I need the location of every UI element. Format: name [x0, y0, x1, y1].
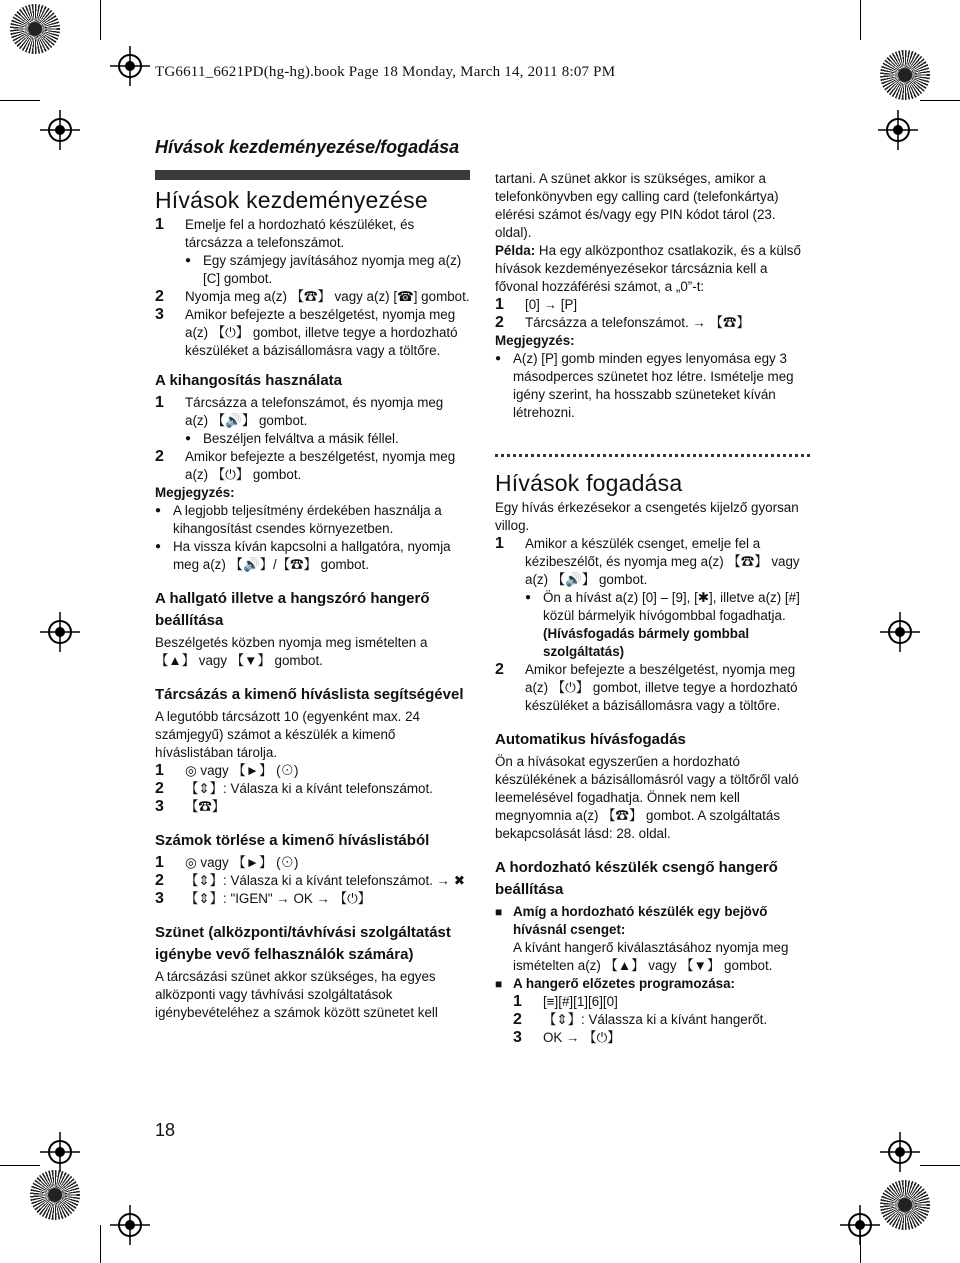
step: 1 [≡][#][1][6][0]	[513, 993, 618, 1010]
redial-text: A legutóbb tárcsázott 10 (egyenként max. 24 számjegyű) számot a készülék a kimenő híváslistában tárolja.	[155, 709, 421, 760]
section-title: Hívások kezdeményezése/fogadása	[155, 137, 460, 157]
note-item: ● A legjobb teljesítmény érdekében használja a kihangosítást csendes környezetben.	[155, 503, 442, 536]
crop-line	[920, 1165, 960, 1166]
step: 1 ◎ vagy 【►】 (⊙)	[155, 854, 299, 871]
ringer-item: ■ Amíg a hordozható készülék egy bejövő hívásnál csenget:	[495, 904, 768, 937]
bullet-item: ● Ön a hívást a(z) [0] – [9], [✱], illetve a(z) [#] közül bármelyik hívógombbal fogadhatja. (Hívásfogadás bármely gombbal szolgáltatás)	[525, 590, 800, 659]
heading-ringer-volume: A hordozható készülék csengő hangerő beállítása	[495, 859, 778, 898]
heading-redial: Tárcsázás a kimenő híváslista segítségével	[155, 686, 464, 703]
pause-text: A tárcsázási szünet akkor szükséges, ha egyes alközponti vagy távhívási szolgáltatások igénybevételéhez a számok között szünetet kell	[155, 969, 438, 1020]
steps-making-calls	[155, 216, 470, 360]
bullet-item: ● Beszéljen felváltva a másik féllel.	[185, 431, 399, 446]
color-rosette-icon	[30, 1170, 80, 1220]
ringer-text: A kívánt hangerő kiválasztásához nyomja meg ismételten a(z) 【▲】 vagy 【▼】 gombot.	[513, 940, 789, 973]
step: 2 【⇕】: Válasza ki a kívánt telefonszámot. → ✖	[155, 872, 465, 889]
registration-mark-icon	[40, 1132, 80, 1172]
step: 1 Emelje fel a hordozható készüléket, és tárcsázza a telefonszámot.	[155, 216, 415, 250]
crop-line	[0, 100, 40, 101]
registration-mark-icon	[840, 1205, 880, 1245]
heading-making-calls: Hívások kezdeményezése	[155, 187, 428, 213]
step: 1 Tárcsázza a telefonszámot, és nyomja meg a(z) 【🔊】 gombot.	[155, 394, 444, 428]
heading-pause: Szünet (alközponti/távhívási szolgáltatást igénybe vevő felhasználók számára)	[155, 924, 451, 963]
registration-mark-icon	[40, 110, 80, 150]
right-column	[495, 170, 810, 1047]
color-rosette-icon	[880, 50, 930, 100]
auto-answer-text: Ön a hívásokat egyszerűen a hordozható készülékének a bázisállomásról vagy a töltőről való leemelésével fogadhatja. Önnek nem kell megnyomnia a(z) 【☎】 gombot. A szolgáltatás bekapcsolását lásd: 28. oldal.	[495, 754, 799, 841]
registration-mark-icon	[880, 1132, 920, 1172]
pause-continued-text: tartani. A szünet akkor is szükséges, amikor a telefonkönyvben egy calling card (telefonkártya) elérési számot és/vagy egy PIN kódot tárol (23. oldal).	[495, 171, 779, 240]
registration-mark-icon	[110, 46, 150, 86]
step: 2 Nyomja meg a(z) 【☎】 vagy a(z) [☎] gombot.	[155, 288, 470, 305]
step: 2 Tárcsázza a telefonszámot. → 【☎】	[495, 314, 750, 331]
heading-volume: A hallgató illetve a hangszóró hangerő beállítása	[155, 590, 430, 629]
volume-text: Beszélgetés közben nyomja meg ismételten a 【▲】 vagy 【▼】 gombot.	[155, 635, 428, 668]
steps-ringer	[513, 993, 810, 1047]
step: 3 【⇕】: "IGEN" → OK → 【⏻】	[155, 890, 372, 907]
step: 3 OK → 【⏻】	[513, 1029, 621, 1046]
steps-speakerphone	[155, 394, 470, 484]
print-header: TG6611_6621PD(hg-hg).book Page 18 Monday, March 14, 2011 8:07 PM	[155, 64, 616, 80]
answering-intro: Egy hívás érkezésekor a csengetés kijelző gyorsan villog.	[495, 500, 799, 533]
step: 2 Amikor befejezte a beszélgetést, nyomja meg a(z) 【⏻】 gombot.	[155, 448, 456, 482]
page-number: 18	[155, 1120, 176, 1140]
registration-mark-icon	[110, 1205, 150, 1245]
registration-mark-icon	[40, 612, 80, 652]
crop-line	[0, 1165, 40, 1166]
heading-auto-answer: Automatikus hívásfogadás	[495, 731, 686, 748]
step: 2 【⇕】: Válassza ki a kívánt hangerőt.	[513, 1011, 768, 1028]
step: 2 【⇕】: Válasza ki a kívánt telefonszámot.	[155, 780, 433, 797]
registration-mark-icon	[878, 110, 918, 150]
color-rosette-icon	[880, 1180, 930, 1230]
section-separator	[495, 454, 810, 457]
step: 3 Amikor befejezte a beszélgetést, nyomja meg a(z) 【⏻】 gombot, illetve tegye a hordozható készüléket a bázisállomásra vagy a töltőre.	[155, 306, 458, 358]
color-rosette-icon	[10, 4, 60, 54]
bullet-item: ● Egy számjegy javításához nyomja meg a(z) [C] gombot.	[185, 253, 462, 286]
left-column	[155, 170, 470, 1022]
step: 1 ◎ vagy 【►】 (⊙)	[155, 762, 299, 779]
ringer-item: ■ A hangerő előzetes programozása:	[495, 976, 735, 991]
note-label: Megjegyzés:	[155, 485, 235, 500]
note-label: Megjegyzés:	[495, 333, 575, 348]
step: 1 [0] → [P]	[495, 296, 578, 313]
crop-line	[860, 0, 861, 40]
example-label: Példa:	[495, 243, 536, 258]
note-item: ● Ha vissza kíván kapcsolni a hallgatóra, nyomja meg a(z) 【🔊】/【☎】 gombot.	[155, 539, 451, 572]
crop-line	[100, 0, 101, 40]
heading-speakerphone: A kihangosítás használata	[155, 372, 343, 389]
section-bar	[155, 170, 470, 180]
heading-answering-calls: Hívások fogadása	[495, 470, 683, 496]
crop-line	[100, 1225, 101, 1263]
note-item: ● A(z) [P] gomb minden egyes lenyomása egy 3 másodperces szünetet hoz létre. Ismételje meg igény szerint, ha hosszabb szüneteket kíván létrehozni.	[495, 351, 794, 420]
example-text: Ha egy alközponthoz csatlakozik, és a külső hívások kezdeményezésekor tárcsáznia kell a fővonal hozzáférési számot, a „0”-t:	[495, 243, 801, 294]
example-paragraph	[495, 242, 810, 296]
heading-delete: Számok törlése a kimenő híváslistából	[155, 832, 430, 849]
step: 3 【☎】	[155, 798, 226, 815]
step: 2 Amikor befejezte a beszélgetést, nyomja meg a(z) 【⏻】 gombot, illetve tegye a hordozható készüléket a bázisállomásra vagy a töltőre.	[495, 661, 798, 713]
crop-line	[920, 100, 960, 101]
registration-mark-icon	[880, 612, 920, 652]
step: 1 Amikor a készülék csenget, emelje fel a kézibeszélőt, és nyomja meg a(z) 【☎】 vagy a(z) 【🔊】 gombot.	[495, 535, 800, 587]
